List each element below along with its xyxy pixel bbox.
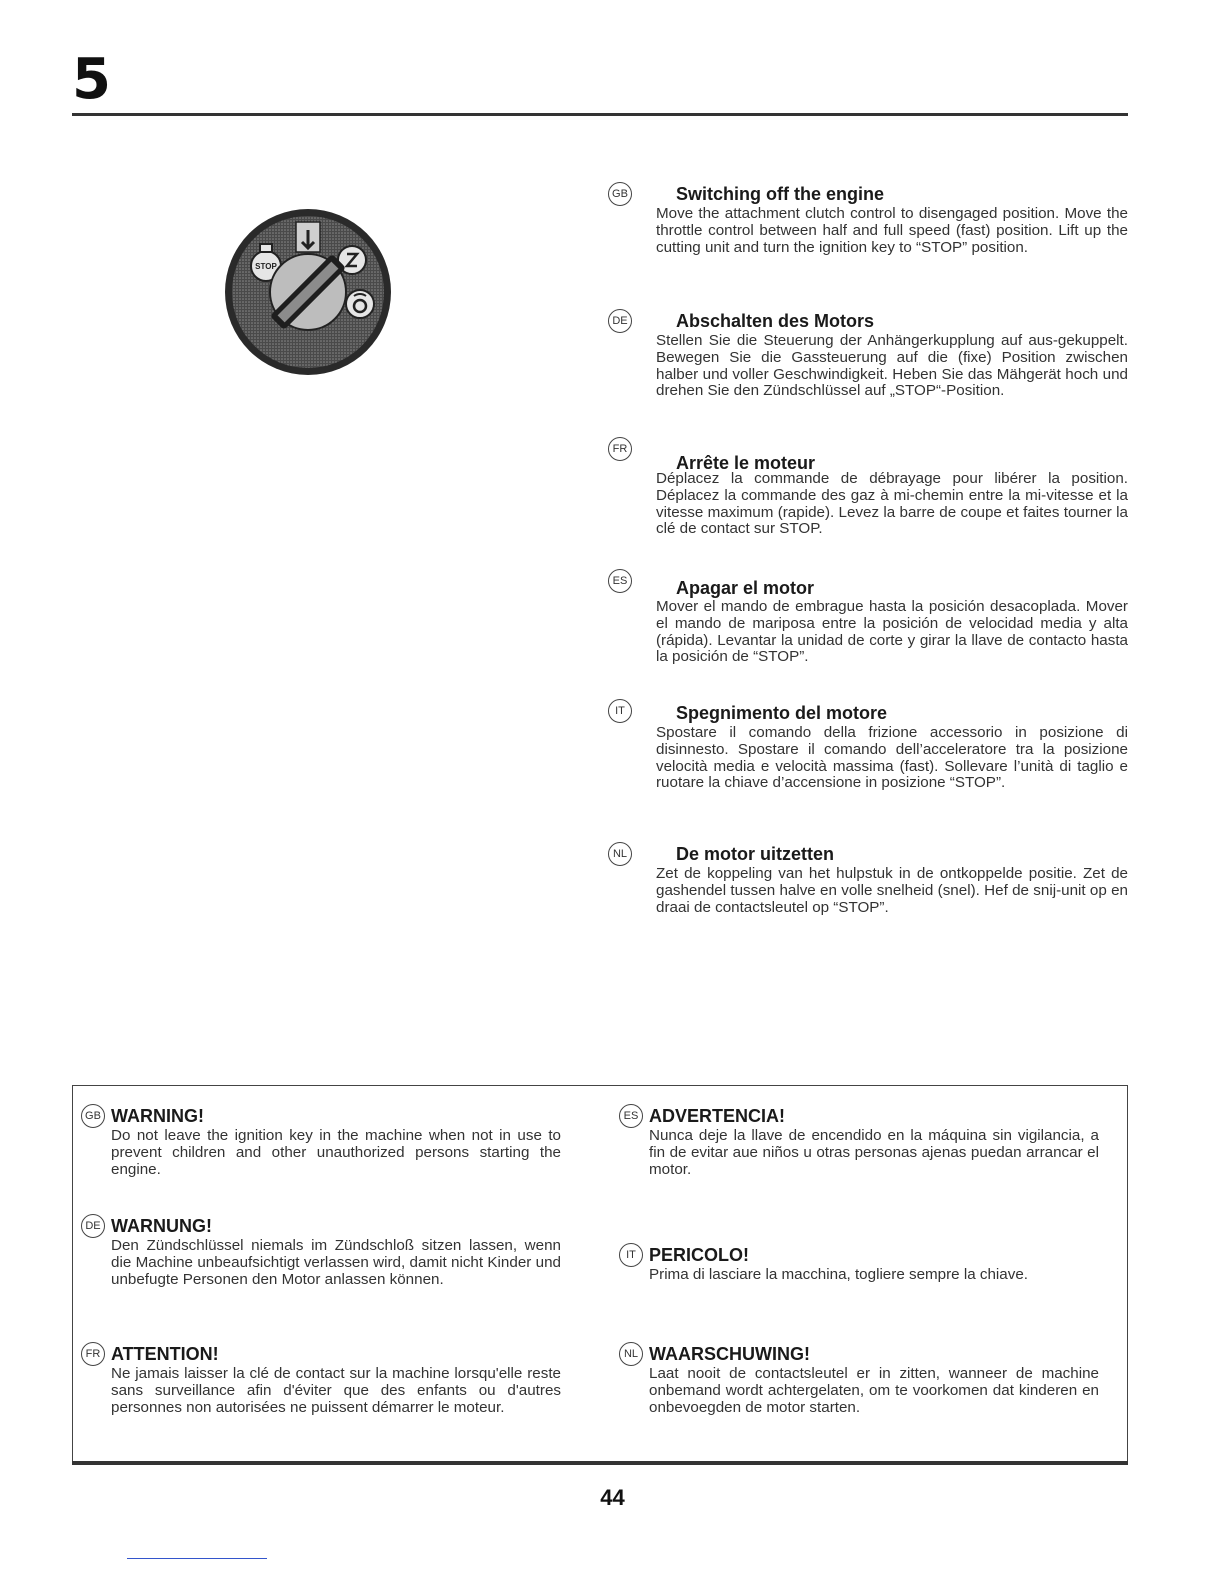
warning-body: Ne jamais laisser la clé de contact sur la machine lorsqu'elle reste sans surveillance afin d'éviter que des enfants ou d'autres personnes non autorisées ne puissent démarrer le moteur. — [111, 1365, 561, 1416]
section-title: Apagar el motor — [676, 578, 815, 598]
lang-badge: IT — [608, 699, 632, 723]
page-number: 44 — [600, 1485, 625, 1510]
warning-it — [619, 1243, 1099, 1284]
section-body: Mover el mando de embrague hasta la posición desacoplada. Mover el mando de mariposa entre la posición de velocidad media y alta (rápida). Levantar la unidad de corte y girar la llave de contacto hasta la posición de “STOP”. — [656, 598, 1128, 666]
section-de — [608, 309, 1128, 400]
warning-box-bottom-rule — [72, 1461, 1128, 1465]
lang-badge: FR — [81, 1342, 105, 1366]
warning-box — [72, 1085, 1128, 1463]
chapter-number: 5 — [72, 47, 111, 112]
warning-title: PERICOLO! — [649, 1245, 750, 1265]
lang-badge: DE — [81, 1214, 105, 1238]
warning-title: ADVERTENCIA! — [649, 1106, 786, 1126]
warning-title: WARNING! — [111, 1106, 204, 1126]
lang-badge: NL — [619, 1342, 643, 1366]
warning-body: Prima di lasciare la macchina, togliere sempre la chiave. — [649, 1266, 1029, 1283]
section-body: Spostare il comando della frizione accessorio in posizione di disinnesto. Spostare il comando dell’acceleratore tra la posizione velocità media e velocità massima (fast). Sollevare l’unità di taglio e ruotare la chiave d’accensione in posizione “STOP”. — [656, 724, 1128, 792]
stop-label: STOP — [255, 262, 277, 271]
section-title: Spegnimento del motore — [676, 703, 888, 723]
section-title: Arrête le moteur — [676, 453, 816, 473]
section-fr — [608, 437, 1128, 538]
lang-badge: DE — [608, 309, 632, 333]
warning-body: Laat nooit de contactsleutel er in zitten, wanneer de machine onbemand wordt achtergelaten, om te voorkomen dat kinderen en onbevoegden de motor starten. — [649, 1365, 1099, 1416]
warning-body: Do not leave the ignition key in the machine when not in use to prevent children and other unauthorized persons starting the engine. — [111, 1127, 561, 1178]
section-nl — [608, 842, 1128, 916]
lang-badge: IT — [619, 1243, 643, 1267]
warning-title: WARNUNG! — [111, 1216, 212, 1236]
section-body: Déplacez la commande de débrayage pour libérer la position. Déplacez la commande des gaz à mi-chemin entre la mi-vitesse et la vitesse maximum (rapide). Levez la barre de coupe et faites tourner la clé de contact sur STOP. — [656, 470, 1128, 538]
header-rule — [72, 113, 1128, 116]
lang-badge: GB — [81, 1104, 105, 1128]
warning-es — [619, 1104, 1099, 1178]
footer-link-underline — [127, 1558, 267, 1559]
lang-badge: GB — [608, 182, 632, 206]
warning-body: Den Zündschlüssel niemals im Zündschloß sitzen lassen, wenn die Machine unbeaufsichtigt verlassen wird, damit nicht Kinder und unbefugte Personen den Motor anlassen können. — [111, 1237, 561, 1288]
lang-badge: ES — [608, 569, 632, 593]
section-title: Switching off the engine — [676, 184, 884, 204]
section-body: Zet de koppeling van het hulpstuk in de ontkoppelde positie. Zet de gashendel tussen halve en volle snelheid (snel). Hef de snij-unit op en draai de contactsleutel op “STOP”. — [656, 865, 1128, 916]
warning-body: Nunca deje la llave de encendido en la máquina sin vigilancia, a fin de evitar aue niños u otras personas ajenas puedan arrancar el motor. — [649, 1127, 1099, 1178]
lang-badge: FR — [608, 437, 632, 461]
start-position-icon — [346, 290, 374, 318]
section-title: Abschalten des Motors — [676, 311, 875, 331]
warning-de — [81, 1214, 561, 1288]
lang-badge: ES — [619, 1104, 643, 1128]
section-body: Move the attachment clutch control to disengaged position. Move the throttle control between half and full speed (fast) position. Lift up the cutting unit and turn the ignition key to “STOP” position. — [656, 205, 1128, 256]
section-es — [608, 569, 1128, 666]
section-gb — [608, 182, 1128, 256]
lang-badge: NL — [608, 842, 632, 866]
warning-title: ATTENTION! — [111, 1344, 219, 1364]
section-it — [608, 699, 1128, 792]
section-title: De motor uitzetten — [676, 844, 835, 864]
warning-nl — [619, 1342, 1099, 1416]
warning-title: WAARSCHUWING! — [649, 1344, 810, 1364]
section-body: Stellen Sie die Steuerung der Anhängerkupplung auf aus-gekuppelt. Bewegen Sie die Gassteuerung auf die (fixe) Position zwischen halber und voller Geschwindigkeit. Heben Sie das Mähgerät hoch und drehen Sie den Zündschlüssel auf „STOP“-Position. — [656, 332, 1128, 400]
warning-fr — [81, 1342, 561, 1416]
choke-icon — [296, 222, 320, 252]
warning-gb — [81, 1104, 561, 1178]
ignition-switch-figure — [224, 208, 392, 376]
